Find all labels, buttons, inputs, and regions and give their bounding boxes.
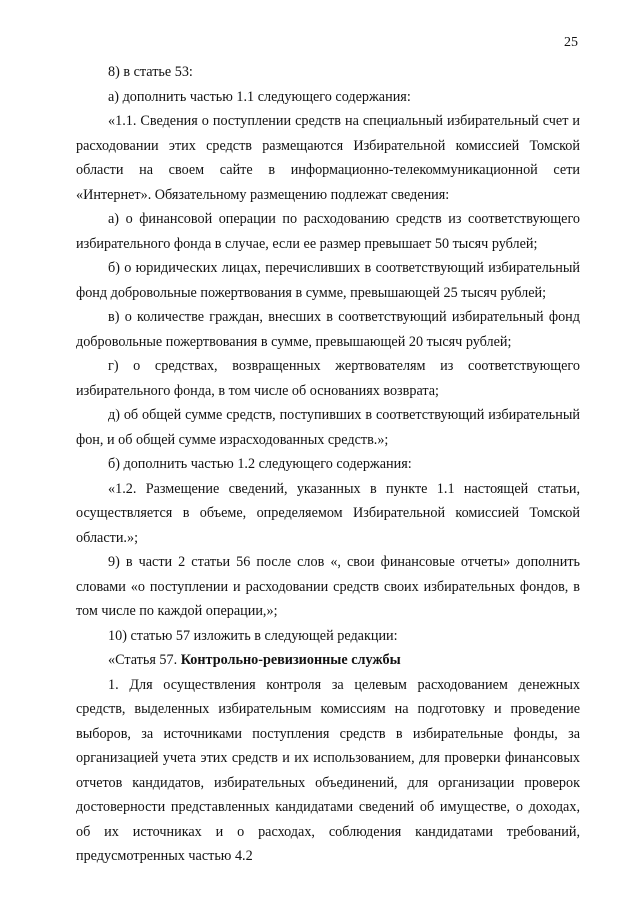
- paragraph-article-56: 9) в части 2 статьи 56 после слов «, свои финансовые отчеты» дополнить словами «о поступлении и расходовании средств своих избирательных фондов, в том числе по каждой операции,»;: [76, 554, 580, 619]
- paragraph-item-a: а) о финансовой операции по расходованию средств из соответствующего избирательного фонда в случае, если ее размер превышает 50 тысяч рублей;: [76, 211, 580, 252]
- paragraph-item-b: б) о юридических лицах, перечисливших в соответствующий избирательный фонд добровольные пожертвования в сумме, превышающей 25 тысяч рублей;: [76, 260, 580, 301]
- article-57-title: Контрольно-ревизионные службы: [180, 652, 401, 668]
- paragraph-part-1-2: «1.2. Размещение сведений, указанных в пункте 1.1 настоящей статьи, осуществляется в объеме, определяемом Избирательной комиссией Томской области.»;: [76, 480, 580, 546]
- paragraph-article-57-part-1: 1. Для осуществления контроля за целевым расходованием денежных средств, выделенных избирательным комиссиям на подготовку и проведение выборов, за источниками поступления средств в избирательные фонды, за организацией учета этих средств и их использованием, для проверки финансовых отчетов кандидатов, избирательных объединений, для организации проверок достоверности представленных кандидатами сведений об имуществе, о доходах, об их источниках и о расходах, соблюдения кандидатами требований, предусмотренных частью 4.2: [76, 676, 580, 864]
- paragraph-part-1-1: «1.1. Сведения о поступлении средств на специальный избирательный счет и расходовании этих средств размещаются Избирательной комиссией Томской области на своем сайте в информационно-телекоммуникационной сети «Интернет». Обязательному размещению подлежат сведения:: [76, 113, 580, 203]
- paragraph-subitem-a: а) дополнить частью 1.1 следующего содержания:: [108, 88, 411, 105]
- paragraph-subitem-b: б) дополнить частью 1.2 следующего содержания:: [108, 456, 412, 472]
- paragraph-article-53: 8) в статье 53:: [108, 64, 193, 80]
- page-number: 25: [564, 35, 578, 50]
- paragraph-item-d: д) об общей сумме средств, поступивших в соответствующий избирательный фон, и об общей сумме израсходованных средств.»;: [76, 407, 580, 448]
- paragraph-article-57-intro: 10) статью 57 изложить в следующей редакции:: [108, 627, 398, 644]
- article-57-heading: [76, 648, 580, 673]
- paragraph-item-g: г) о средствах, возвращенных жертвователям из соответствующего избирательного фонда, в том числе об основаниях возврата;: [76, 358, 580, 399]
- article-57-prefix: «Статья 57.: [108, 652, 181, 668]
- paragraph-item-v: в) о количестве граждан, внесших в соответствующий избирательный фонд добровольные пожертвования в сумме, превышающей 20 тысяч рублей;: [76, 309, 580, 350]
- document-body: [76, 60, 580, 869]
